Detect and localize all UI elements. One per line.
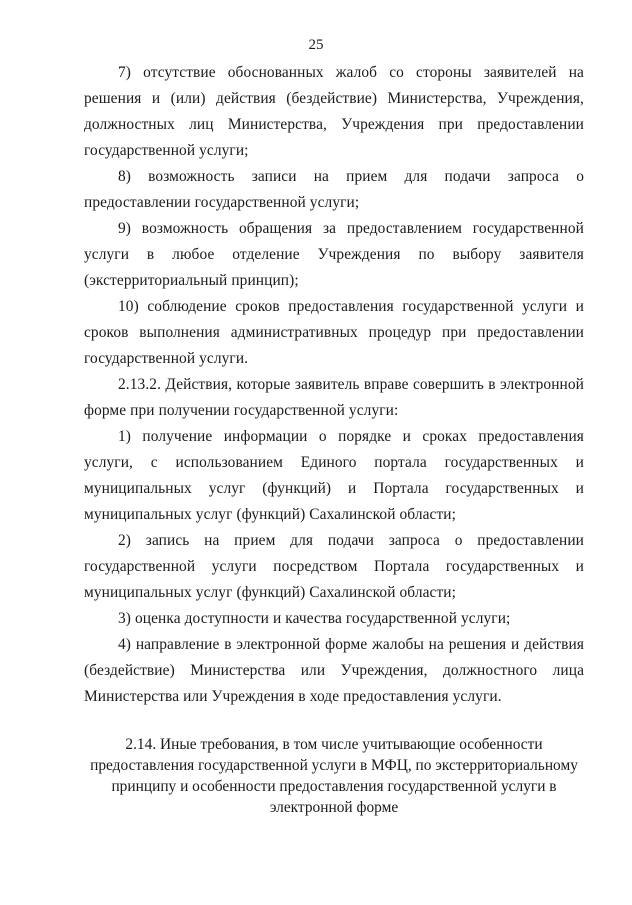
heading-line: предоставления государственной услуги в МФЦ, по экстерриториальному bbox=[90, 757, 578, 774]
heading-line: 2.14. Иные требования, в том числе учитывающие особенности bbox=[125, 736, 543, 753]
paragraph-section-2-13-2: 2.13.2. Действия, которые заявитель вправе совершить в электронной форме при получении государственной услуги: bbox=[84, 376, 584, 419]
section-heading-2-14 bbox=[84, 734, 584, 818]
paragraph-item-10: 10) соблюдение сроков предоставления государственной услуги и сроков выполнения административных процедур при предоставлении государственной услуги. bbox=[84, 298, 584, 367]
heading-line: принципу и особенности предоставления государственной услуги в bbox=[111, 778, 557, 795]
paragraph-action-2: 2) запись на прием для подачи запроса о предоставлении государственной услуги посредством Портала государственных и муниципальных услуг (функций) Сахалинской области; bbox=[84, 532, 584, 601]
paragraph-item-8: 8) возможность записи на прием для подачи запроса о предоставлении государственной услуги; bbox=[84, 168, 584, 211]
paragraph-action-4: 4) направление в электронной форме жалобы на решения и действия (бездействие) Министерства или Учреждения, должностного лица Министерства или Учреждения в ходе предоставления услуги. bbox=[84, 636, 584, 705]
paragraph-action-1: 1) получение информации о порядке и сроках предоставления услуги, с использованием Единого портала государственных и муниципальных услуг (функций) и Портала государственных и муниципальных услуг (функций) Сахалинской области; bbox=[84, 428, 584, 523]
paragraph-item-7: 7) отсутствие обоснованных жалоб со стороны заявителей на решения и (или) действия (бездействие) Министерства, Учреждения, должностных лиц Министерства, Учреждения при предоставлении государственной услуги; bbox=[84, 64, 584, 159]
paragraph-action-3: 3) оценка доступности и качества государственной услуги; bbox=[118, 610, 511, 627]
heading-line: электронной форме bbox=[269, 799, 399, 816]
body-text bbox=[84, 60, 584, 710]
page-number: 25 bbox=[308, 37, 324, 53]
paragraph-item-9: 9) возможность обращения за предоставлением государственной услуги в любое отделение Учреждения по выбору заявителя (экстерриториальный принцип); bbox=[84, 220, 584, 289]
